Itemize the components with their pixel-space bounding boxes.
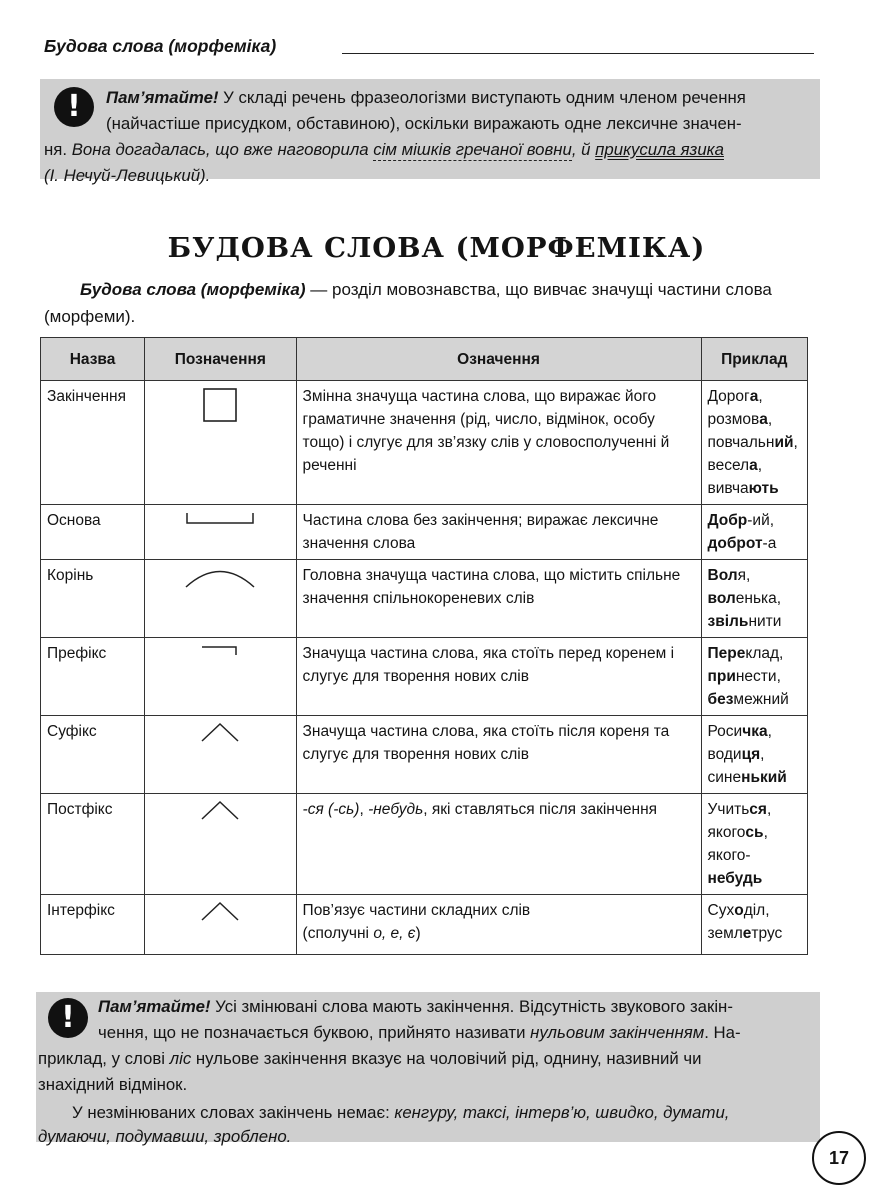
table-row bbox=[41, 895, 808, 955]
prefix-symbol bbox=[145, 638, 296, 716]
note2-line1: Пам’ятайте! Усі змінювані слова мають закінчення. Відсутність звукового закін- bbox=[98, 997, 733, 1016]
note2-line4: знахідний відмінок. bbox=[38, 1075, 188, 1094]
morpheme-definition: Змінна значуща частина слова, що виражає його граматичне значення (рід, число, відмінок, особу тощо) і слугує для зв’язку слів у словосполученні й реченні bbox=[296, 381, 701, 505]
note2-line5: У незмінюваних словах закінчень немає: кенгуру, таксі, інтерв’ю, швидко, думати, bbox=[72, 1103, 730, 1122]
morpheme-definition: Головна значуща частина слова, що містить спільне значення спільнокореневих слів bbox=[296, 560, 701, 638]
col-header-definition: Означення bbox=[296, 338, 701, 381]
col-header-symbol: Позначення bbox=[145, 338, 296, 381]
morpheme-examples bbox=[701, 716, 807, 794]
bracket-underline-icon bbox=[184, 509, 256, 529]
example-word: Добр-ий, bbox=[707, 512, 775, 529]
example-word: синенький bbox=[707, 769, 787, 786]
morpheme-examples bbox=[701, 794, 807, 895]
table-row bbox=[41, 560, 808, 638]
stem-symbol bbox=[145, 505, 296, 560]
morpheme-examples bbox=[701, 381, 807, 505]
definition-line2: (морфеми). bbox=[44, 307, 136, 326]
table-row bbox=[41, 794, 808, 895]
example-word: вивчають bbox=[707, 480, 779, 497]
postfix-symbol bbox=[145, 794, 296, 895]
morpheme-name: Префікс bbox=[41, 638, 145, 716]
example-word: Учиться, bbox=[707, 801, 772, 818]
note2-line6: думаючи, подумавши, зроблено. bbox=[38, 1127, 292, 1146]
example-word: доброт-а bbox=[707, 535, 777, 552]
morpheme-definition: Пов’язує частини складних слів (сполучні о, е, є) bbox=[296, 895, 701, 955]
morpheme-examples bbox=[701, 560, 807, 638]
example-word: Переклад, bbox=[707, 645, 784, 662]
example-word: принести, bbox=[707, 668, 781, 685]
definition-paragraph bbox=[44, 276, 814, 330]
running-header bbox=[44, 36, 814, 62]
morpheme-definition: Значуща частина слова, яка стоїть перед коренем і слугує для творення нових слів bbox=[296, 638, 701, 716]
note1-line3: ня. Вона догадалась, що вже наговорила сім мішків гречаної вовни, й прикусила язика bbox=[44, 140, 724, 159]
example-word: безмежний bbox=[707, 691, 789, 708]
note1-author: (І. Нечуй-Левицький). bbox=[44, 166, 211, 185]
example-word: воленька, bbox=[707, 590, 782, 607]
root-symbol bbox=[145, 560, 296, 638]
running-title: Будова слова (морфеміка) bbox=[44, 36, 277, 56]
ending-symbol bbox=[145, 381, 296, 505]
note2-line2: чення, що не позначається буквою, прийнято називати нульовим закінченням. На- bbox=[98, 1023, 741, 1042]
morpheme-name: Інтерфікс bbox=[41, 895, 145, 955]
table-row bbox=[41, 638, 808, 716]
example-word: якого-небудь bbox=[707, 847, 763, 887]
remember-note-phraseology bbox=[40, 79, 820, 185]
phraseologism-1: сім мішків гречаної вовни bbox=[373, 140, 572, 159]
example-word: Суходіл, bbox=[707, 902, 770, 919]
morpheme-examples bbox=[701, 638, 807, 716]
example-word: водиця, bbox=[707, 746, 765, 763]
page-number: 17 bbox=[812, 1131, 866, 1185]
exclamation-icon: ! bbox=[48, 998, 88, 1038]
note2-label: Пам’ятайте! bbox=[98, 997, 211, 1016]
example-word: Дорога, bbox=[707, 388, 763, 405]
caret-icon bbox=[198, 720, 242, 744]
morpheme-name: Суфікс bbox=[41, 716, 145, 794]
note1-example: Вона догадалась, що вже наговорила bbox=[71, 140, 374, 159]
note1-line1 bbox=[106, 85, 746, 111]
morpheme-definition: Частина слова без закінчення; виражає лексичне значення слова bbox=[296, 505, 701, 560]
morpheme-definition: -ся (-сь), -небудь, які ставляться після закінчення bbox=[296, 794, 701, 895]
suffix-symbol bbox=[145, 716, 296, 794]
square-icon bbox=[200, 385, 240, 425]
morpheme-examples bbox=[701, 895, 807, 955]
caret-icon bbox=[198, 899, 242, 923]
table-row bbox=[41, 505, 808, 560]
caret-icon bbox=[198, 798, 242, 822]
example-word: розмова, bbox=[707, 411, 773, 428]
corner-hook-icon bbox=[198, 642, 242, 660]
phraseologism-2: прикусила язика bbox=[595, 140, 724, 159]
arc-icon bbox=[182, 564, 258, 590]
morpheme-table bbox=[40, 337, 808, 955]
note2-line3: приклад, у слові ліс нульове закінчення вказує на чоловічий рід, однину, називний чи bbox=[38, 1049, 702, 1068]
example-word: повчальний, bbox=[707, 434, 798, 451]
table-row bbox=[41, 716, 808, 794]
morpheme-name: Основа bbox=[41, 505, 145, 560]
morpheme-name: Корінь bbox=[41, 560, 145, 638]
section-title: БУДОВА СЛОВА (МОРФЕМІКА) bbox=[167, 232, 706, 264]
table-row bbox=[41, 381, 808, 505]
note1-line2: (найчастіше присудком, обставиною), оскільки виражають одне лексичне значен- bbox=[106, 114, 742, 133]
col-header-name: Назва bbox=[41, 338, 145, 381]
zero-ending-term: нульовим закінченням bbox=[530, 1023, 705, 1042]
definition-term: Будова слова (морфеміка) bbox=[80, 280, 306, 299]
note1-text1: У складі речень фразеологізми виступають одним членом речення bbox=[218, 88, 746, 107]
definition-text: — розділ мовознавства, що вивчає значущі частини слова bbox=[305, 280, 772, 299]
example-word: землетрус bbox=[707, 925, 783, 942]
col-header-example: Приклад bbox=[701, 338, 807, 381]
header-rule bbox=[342, 53, 814, 54]
example-word: Росичка, bbox=[707, 723, 772, 740]
interfix-symbol bbox=[145, 895, 296, 955]
example-word: весела, bbox=[707, 457, 763, 474]
remember-note-endings bbox=[36, 992, 820, 1146]
note1-label: Пам’ятайте! bbox=[106, 88, 219, 107]
morpheme-examples bbox=[701, 505, 807, 560]
example-word: Воля, bbox=[707, 567, 751, 584]
exclamation-icon: ! bbox=[54, 87, 94, 127]
morpheme-name: Постфікс bbox=[41, 794, 145, 895]
morpheme-definition: Значуща частина слова, яка стоїть після кореня та слугує для творення нових слів bbox=[296, 716, 701, 794]
example-word: якогось, bbox=[707, 824, 768, 841]
example-word: звільнити bbox=[707, 613, 782, 630]
morpheme-name: Закінчення bbox=[41, 381, 145, 505]
table-header-row bbox=[41, 338, 808, 381]
